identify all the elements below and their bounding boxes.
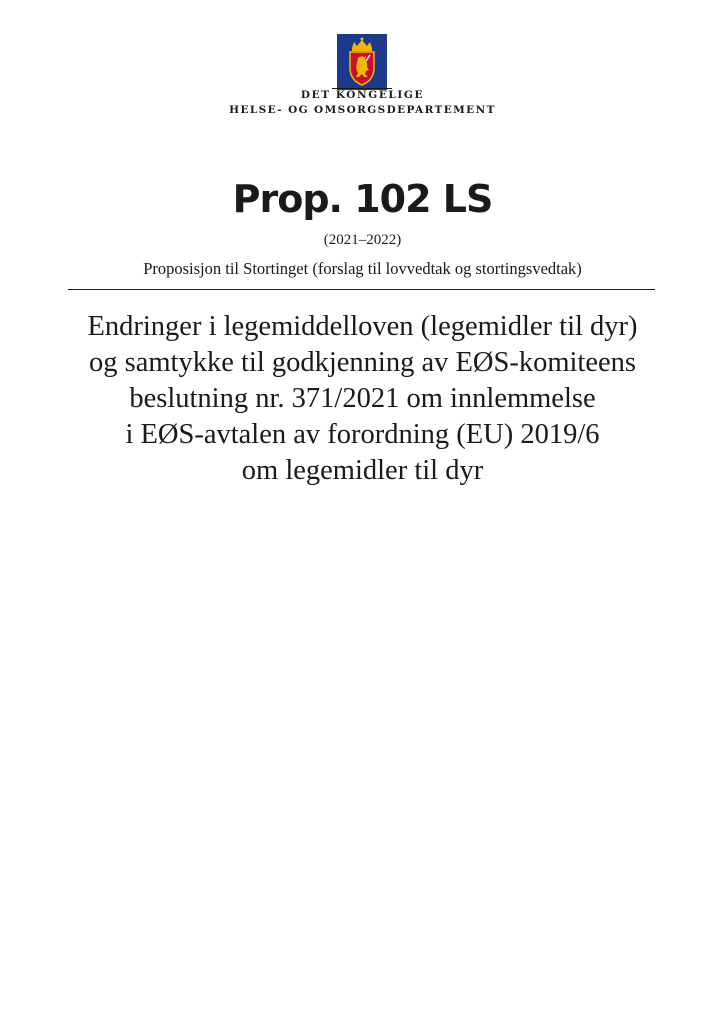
norwegian-coat-of-arms-icon <box>337 34 387 90</box>
main-title <box>40 309 685 489</box>
session-years: (2021–2022) <box>323 232 402 248</box>
document-title: Prop. 102 LS <box>232 177 493 221</box>
main-title-line: og samtykke til godkjenning av EØS-komiteens <box>89 347 636 378</box>
main-title-line: i EØS-avtalen av forordning (EU) 2019/6 <box>125 419 600 450</box>
ministry-name-line2: HELSE- OG OMSORGSDEPARTEMENT <box>229 104 496 116</box>
document-subtitle: Proposisjon til Stortinget (forslag til lovvedtak og stortingsvedtak) <box>143 259 582 278</box>
ministry-name-line1: DET KONGELIGE <box>300 89 425 101</box>
main-title-line: Endringer i legemiddelloven (legemidler til dyr) <box>87 311 638 342</box>
main-title-line: om legemidler til dyr <box>241 455 484 486</box>
main-title-line: beslutning nr. 371/2021 om innlemmelse <box>129 383 596 414</box>
title-divider <box>68 289 655 290</box>
